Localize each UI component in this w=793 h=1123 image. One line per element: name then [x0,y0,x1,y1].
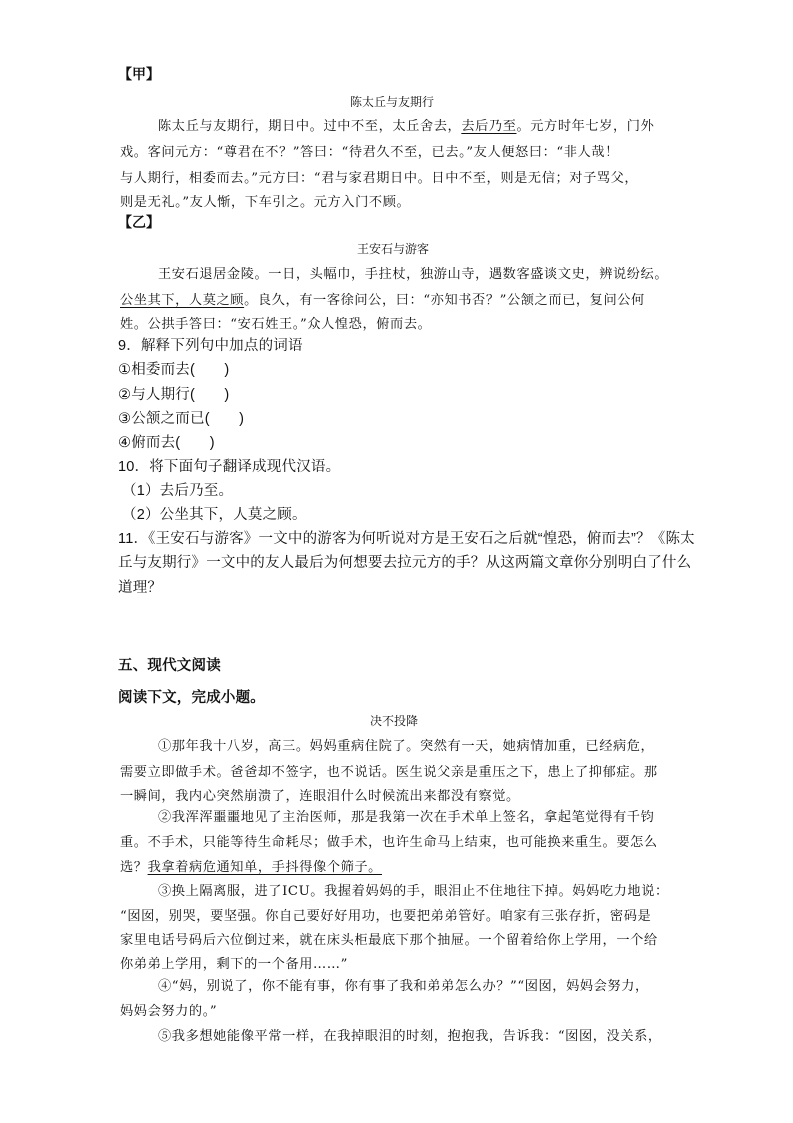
article-line-6-pre: 选？ [120,860,148,875]
article-line-1: ①那年我十八岁，高三。妈妈重病住院了。突然有一天，她病情加重，已经病危， [158,739,655,754]
part-yi-title: 王安石与游客 [357,242,430,256]
jia-line-3: 与人期行，相委而去。”元方曰：“君与家君期日中。日中不至，则是无信；对子骂父， [120,171,639,186]
article-line-9: 家里电话号码后六位倒过来，就在床头柜最底下那个抽屉。一个留着给你上学用，一个给 [120,933,658,948]
question-9: 9．解释下列句中加点的词语 [118,338,303,354]
jia-line-4: 则是无礼。”友人惭，下车引之。元方入门不顾。 [120,195,411,210]
question-10: 10．将下面句子翻译成现代汉语。 [118,459,341,475]
yi-line-1: 王安石退居金陵。一日，头幅巾，手拄杖，独游山寺，遇数客盛谈文史，辨说纷纭。 [158,267,669,282]
question-11-line-3: 道理？ [118,580,163,596]
question-11-line-2: 丘与友期行》一文中的友人最后为何想要去拉元方的手？从这两篇文章你分别明白了什么 [118,555,692,571]
section-5-heading: 五、现代文阅读 [118,658,221,674]
jia-line-1-pre: 陈太丘与友期行，期日中。过中不至，太丘舍去， [158,119,462,134]
yi-line-3: 姓。公拱手答曰：“安石姓王。”众人惶恐，俯而去。 [120,317,432,332]
article-line-8: “囡囡，别哭，要坚强。你自己要好好用功，也要把弟弟管好。咱家有三张存折，密码是 [120,909,652,924]
article-line-6-underlined: 我拿着病危通知单，手抖得像个筛子。 [147,860,382,875]
article-line-11: ④“妈，别说了，你不能有事，你有事了我和弟弟怎么办？”“囡囡，妈妈会努力， [158,979,649,994]
question-9-item-4: ④俯而去( ) [118,435,215,451]
article-line-7: ③换上隔离服，进了ICU。我握着妈妈的手，眼泪止不住地往下掉。妈妈吃力地说： [158,884,669,899]
part-jia-label: 【甲】 [118,66,160,82]
article-line-2: 需要立即做手术。爸爸却不签字，也不说话。医生说父亲是重压之下，患上了抑郁症。那 [120,765,658,780]
jia-line-1 [158,115,654,134]
yi-line-2-underlined: 公坐其下，人莫之顾 [120,293,245,308]
article-line-4: ②我浑浑噩噩地见了主治医师，那是我第一次在手术单上签名，拿起笔觉得有千钧 [158,810,655,825]
jia-line-1-post: 。元方时年七岁，门外 [516,119,655,134]
article-line-5: 重。不手术，只能等待生命耗尽；做手术，也许生命马上结束，也可能换来重生。要怎么 [120,835,658,850]
part-jia-title: 陈太丘与友期行 [350,95,435,109]
question-9-item-1: ①相委而去( ) [118,362,230,378]
yi-line-2 [120,289,645,308]
question-10-item-1: （1）去后乃至。 [122,483,234,499]
article-line-3: 一瞬间，我内心突然崩溃了，连眼泪什么时候流出来都没有察觉。 [120,789,520,804]
article-line-13: ⑤我多想她能像平常一样，在我掉眼泪的时刻，抱抱我，告诉我：“囡囡，没关系， [158,1029,662,1044]
question-9-item-3: ③公颔之而已( ) [118,411,245,427]
part-yi-label: 【乙】 [118,214,160,230]
yi-line-2-post: 。良久，有一客徐问公，曰：“亦知书否？”公颔之而已，复问公何 [244,293,645,308]
article-line-10: 你弟弟上学用，剩下的一个备用……” [120,957,348,972]
question-9-item-2: ②与人期行( ) [118,387,230,403]
article-line-6 [120,856,382,875]
jia-line-1-underlined: 去后乃至 [461,119,517,134]
question-10-item-2: （2）公坐其下，人莫之顾。 [122,507,307,523]
article-line-12: 妈妈会努力的。” [120,1004,218,1019]
article-title: 决不投降 [370,714,419,728]
section-5-instruction: 阅读下文，完成小题。 [118,690,265,706]
jia-line-2: 戏。客问元方：“尊君在不？”答曰：“待君久不至，已去。”友人便怒曰：“非人哉！ [120,145,619,160]
question-11-line-1: 11．《王安石与游客》一文中的游客为何听说对方是王安石之后就“惶恐，俯而去”？《陈太 [118,531,695,547]
